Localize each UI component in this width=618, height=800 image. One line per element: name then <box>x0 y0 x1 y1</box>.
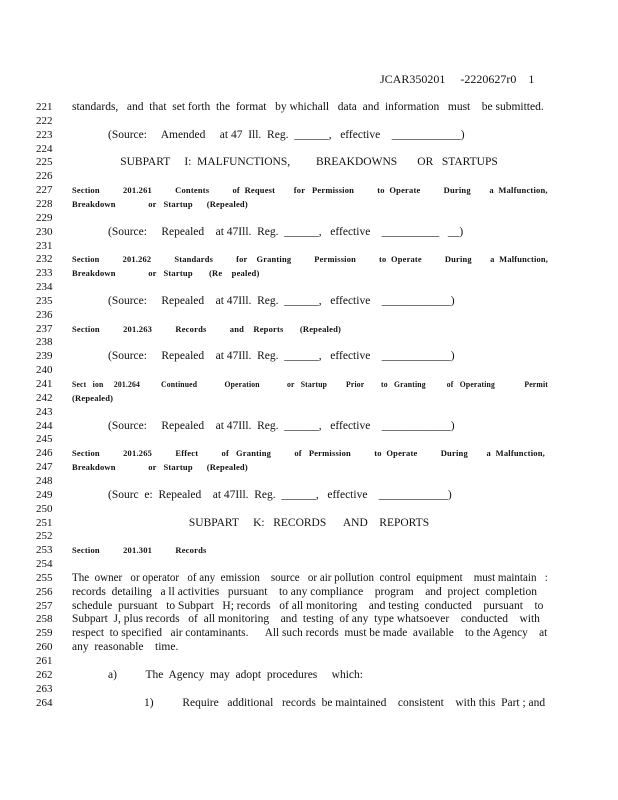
document-line <box>0 697 618 710</box>
line-number: 236 <box>36 308 53 321</box>
line-number: 263 <box>36 682 53 695</box>
line-number: 252 <box>36 530 53 543</box>
document-line <box>0 392 618 405</box>
section-heading: (Repealed) <box>72 392 114 403</box>
line-number: 227 <box>36 184 53 197</box>
line-number: 232 <box>36 253 53 266</box>
document-line <box>0 156 618 169</box>
line-number: 248 <box>36 474 53 487</box>
document-line <box>0 530 618 543</box>
line-number: 237 <box>36 322 53 335</box>
document-line <box>0 184 618 197</box>
line-number: 224 <box>36 142 53 155</box>
line-number: 239 <box>36 350 53 363</box>
section-heading: Section 201.261 Contents of Request for Permission to Operate During a Malfunction, <box>72 185 548 196</box>
line-number: 226 <box>36 170 53 183</box>
subpart-heading: SUBPART I: MALFUNCTIONS, BREAKDOWNS OR STARTUPS <box>120 156 498 169</box>
line-number: 240 <box>36 364 53 377</box>
line-number: 246 <box>36 447 53 460</box>
line-number: 234 <box>36 281 53 294</box>
section-heading: Breakdown or Startup (Repealed) <box>72 462 248 473</box>
line-text: 1) Require additional records be maintained consistent with this Part ; and <box>144 696 546 709</box>
line-text: respect to specified air contaminants. All such records must be made available to the Agency at <box>72 627 548 640</box>
line-number: 222 <box>36 114 53 127</box>
section-heading: Section 201.301 Records <box>72 545 207 556</box>
document-line <box>0 461 618 474</box>
line-number: 254 <box>36 558 53 571</box>
document-line <box>0 350 618 363</box>
line-number: 223 <box>36 128 53 141</box>
line-number: 261 <box>36 655 53 667</box>
document-line <box>0 115 618 128</box>
line-number: 229 <box>36 211 53 224</box>
line-text: (Source: Amended at 47 Ill. Reg. ______, effective ____________) <box>108 128 465 141</box>
line-number: 257 <box>36 599 53 612</box>
document-line <box>0 586 618 599</box>
document-line <box>0 613 618 626</box>
line-text: (Source: Repealed at 47Ill. Reg. ______, effective __________ __) <box>108 225 464 238</box>
document-line <box>0 558 618 571</box>
line-text: (Sourc e: Repealed at 47Ill. Reg. ______, effective ____________) <box>108 488 452 501</box>
line-number: 247 <box>36 461 53 474</box>
document-line <box>0 420 618 433</box>
document-line <box>0 170 618 183</box>
document-line <box>0 406 618 419</box>
line-text: records detailing a ll activities pursuant to any compliance program and project completion <box>72 585 537 598</box>
line-number: 235 <box>36 294 53 307</box>
line-number: 262 <box>36 668 53 681</box>
line-text: (Source: Repealed at 47Ill. Reg. ______, effective ____________) <box>108 294 455 307</box>
line-number: 256 <box>36 585 53 598</box>
line-text: Subpart J, plus records of all monitoring and testing of any type whatsoever conducted with <box>72 613 540 626</box>
line-number: 221 <box>36 101 53 113</box>
line-number: 250 <box>36 502 53 515</box>
line-text: schedule pursuant to Subpart H; records of all monitoring and testing conducted pursuant to <box>72 599 544 612</box>
line-number: 230 <box>36 225 53 238</box>
document-line <box>0 143 618 156</box>
line-text: (Source: Repealed at 47Ill. Reg. ______, effective ____________) <box>108 419 455 432</box>
document-line <box>0 475 618 488</box>
document-line <box>0 101 618 114</box>
document-line <box>0 226 618 239</box>
line-text: a) The Agency may adopt procedures which: <box>108 668 363 681</box>
document-line <box>0 295 618 308</box>
document-line <box>0 267 618 280</box>
document-header-id: JCAR350201 -2220627r0 1 <box>380 72 535 86</box>
section-heading: Section 201.263 Records and Reports (Repealed) <box>72 323 342 334</box>
document-line <box>0 627 618 640</box>
document-line <box>0 600 618 613</box>
document-line <box>0 240 618 253</box>
line-number: 244 <box>36 419 53 432</box>
document-line <box>0 655 618 668</box>
line-number: 233 <box>36 267 53 280</box>
document-line <box>0 309 618 322</box>
line-number: 253 <box>36 544 53 557</box>
line-number: 243 <box>36 405 53 418</box>
section-heading: Sect ion 201.264 Continued Operation or Startup Prior to Granting of Operating Permit <box>72 379 549 389</box>
line-number: 242 <box>36 391 53 404</box>
document-line <box>0 281 618 294</box>
document-line <box>0 323 618 336</box>
line-number: 260 <box>36 641 53 654</box>
document-line <box>0 253 618 266</box>
document-line <box>0 572 618 585</box>
line-text: standards, and that set forth the format by whichall data and information must be submitted. <box>72 101 544 113</box>
document-line <box>0 378 618 391</box>
line-text: (Source: Repealed at 47Ill. Reg. ______, effective ____________) <box>108 350 455 363</box>
line-number: 251 <box>36 516 53 529</box>
line-number: 249 <box>36 488 53 501</box>
document-line <box>0 433 618 446</box>
section-heading: Section 201.265 Effect of Granting of Permission to Operate During a Malfunction, <box>72 448 545 459</box>
line-number: 245 <box>36 433 53 446</box>
document-line <box>0 129 618 142</box>
document-line <box>0 212 618 225</box>
section-heading: Breakdown or Startup (Repealed) <box>72 198 248 209</box>
section-heading: Section 201.262 Standards for Granting Permission to Operate During a Malfunction, <box>72 254 549 265</box>
line-number: 231 <box>36 239 53 252</box>
document-line <box>0 503 618 516</box>
document-line <box>0 544 618 557</box>
document-line <box>0 198 618 211</box>
line-number: 258 <box>36 613 53 626</box>
document-line <box>0 489 618 502</box>
line-number: 255 <box>36 571 53 584</box>
line-number: 264 <box>36 696 53 709</box>
document-line <box>0 517 618 530</box>
line-number: 238 <box>36 336 53 349</box>
document-line <box>0 447 618 460</box>
document-line <box>0 336 618 349</box>
document-line <box>0 669 618 682</box>
section-heading: Breakdown or Startup (Re pealed) <box>72 268 260 279</box>
document-line <box>0 641 618 654</box>
line-number: 259 <box>36 627 53 640</box>
line-number: 228 <box>36 197 53 210</box>
document-line <box>0 683 618 696</box>
line-text: The owner or operator of any emission source or air pollution control equipment must maintain : <box>72 571 548 584</box>
document-line <box>0 364 618 377</box>
line-text: any reasonable time. <box>72 641 179 654</box>
line-number: 241 <box>36 378 53 390</box>
subpart-heading: SUBPART K: RECORDS AND REPORTS <box>188 516 430 529</box>
line-number: 225 <box>36 156 53 169</box>
